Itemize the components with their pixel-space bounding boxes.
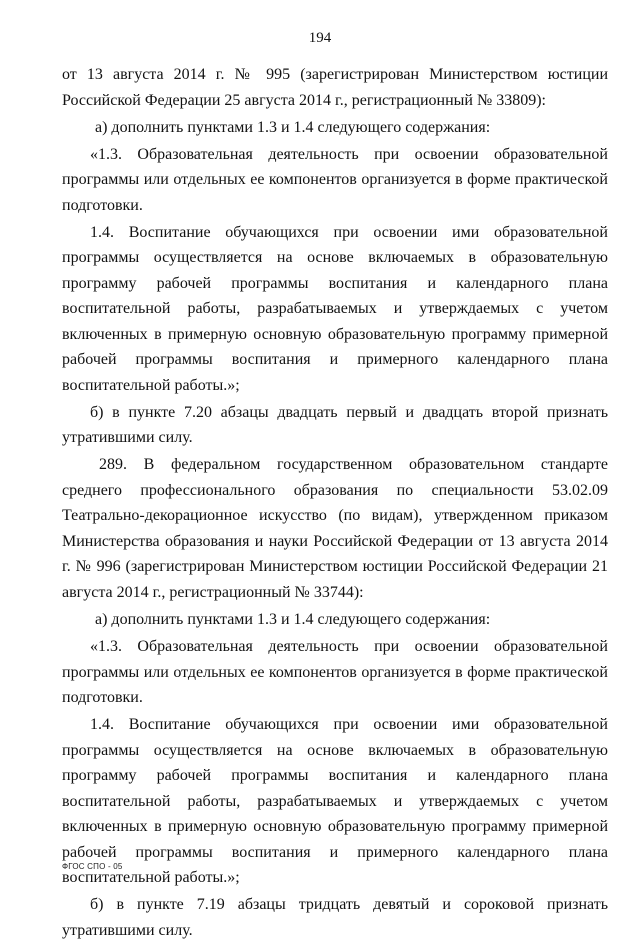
document-body	[62, 62, 608, 945]
footer-code: ФГОС СПО - 05	[62, 862, 123, 871]
paragraph-item-a: а) дополнить пунктами 1.3 и 1.4 следующего содержания:	[95, 118, 491, 136]
paragraph-quote-1-4: 1.4. Воспитание обучающихся при освоении ими образовательной программы осуществляется на основе включаемых в образовательную программу рабочей программы воспитания и календарного плана воспитательной работы, разрабатываемых и утверждаемых с учетом включенных в примерную основную образовательную программу примерной рабочей программы воспитания и примерного календарного плана воспитательной работы.»;	[62, 716, 608, 887]
paragraph-quote-1-3: «1.3. Образовательная деятельность при освоении образовательной программы или отдельных ее компонентов организуется в форме практической подготовки.	[62, 145, 608, 214]
paragraph-quote-1-4: 1.4. Воспитание обучающихся при освоении ими образовательной программы осуществляется на основе включаемых в образовательную программу рабочей программы воспитания и календарного плана воспитательной работы, разрабатываемых и утверждаемых с учетом включенных в примерную основную образовательную программу примерной рабочей программы воспитания и примерного календарного плана воспитательной работы.»;	[62, 223, 608, 394]
page-number: 194	[308, 30, 332, 46]
paragraph-item-b: б) в пункте 7.20 абзацы двадцать первый и двадцать второй признать утратившими силу.	[62, 403, 608, 447]
paragraph-289: 289. В федеральном государственном образовательном стандарте среднего профессионального образования по специальности 53.02.09 Театрально-декорационное искусство (по видам), утвержденном приказом Министерства образования и науки Российской Федерации от 13 августа 2014 г. № 996 (зарегистрирован Министерством юстиции Российской Федерации 21 августа 2014 г., регистрационный № 33744):	[62, 456, 608, 601]
paragraph-item-b: б) в пункте 7.19 абзацы тридцать девятый и сороковой признать утратившими силу.	[62, 896, 608, 939]
paragraph-item-a: а) дополнить пунктами 1.3 и 1.4 следующего содержания:	[95, 611, 491, 629]
paragraph-continuation: от 13 августа 2014 г. № 995 (зарегистрирован Министерством юстиции Российской Федерации 25 августа 2014 г., регистрационный № 33809):	[62, 66, 608, 109]
paragraph-quote-1-3: «1.3. Образовательная деятельность при освоении образовательной программы или отдельных ее компонентов организуется в форме практической подготовки.	[62, 638, 608, 707]
